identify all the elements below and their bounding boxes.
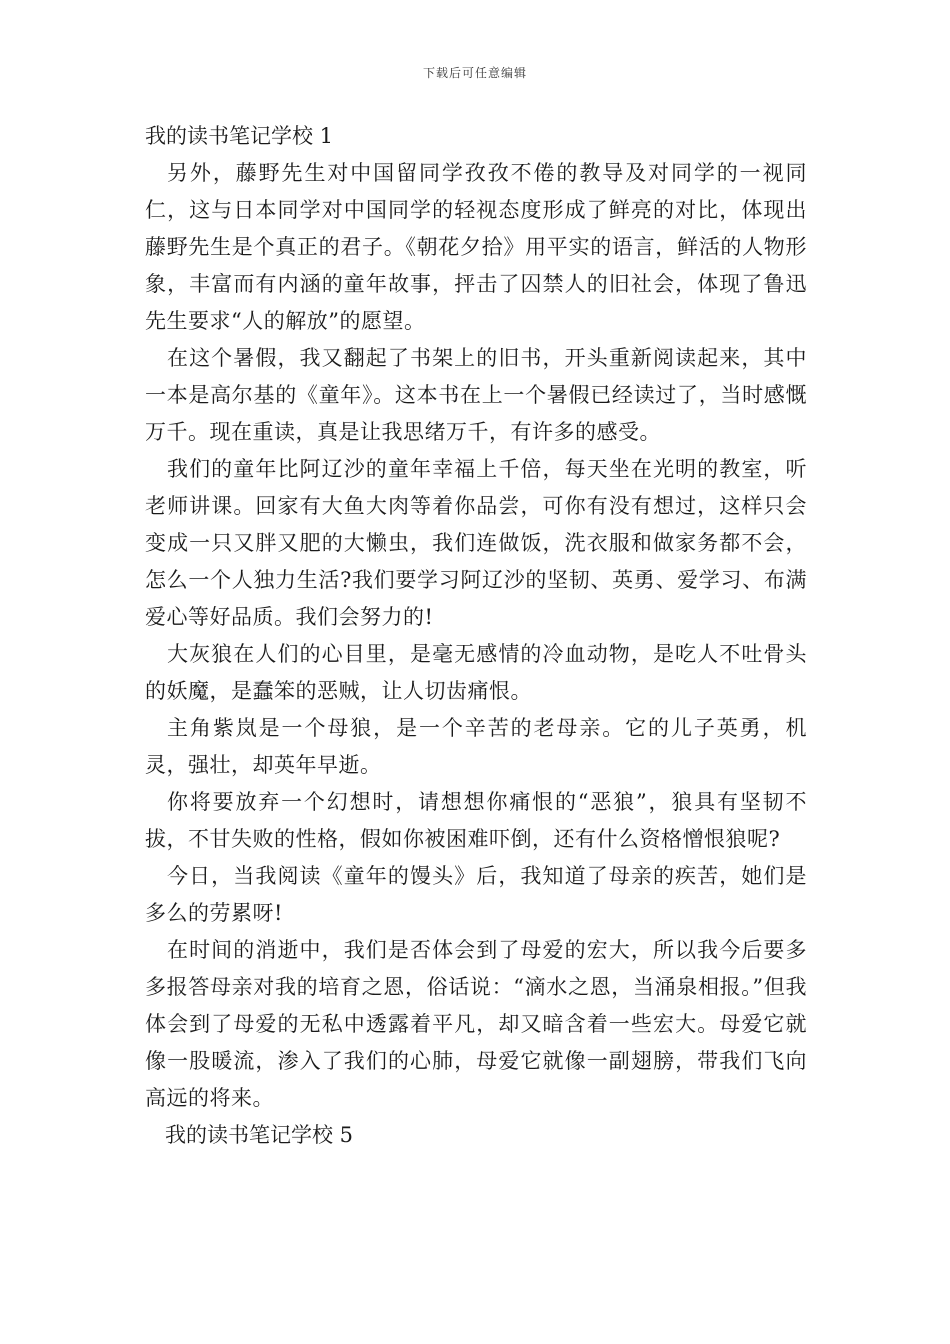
- page-header: 下载后可任意编辑: [422, 66, 527, 80]
- paragraph-4: 大灰狼在人们的心目里，是毫无感情的冷血动物，是吃人不吐骨头的妖魔，是蠢笨的恶贼，让人切齿痛恨。: [145, 642, 807, 703]
- paragraph-8: 在时间的消逝中，我们是否体会到了母爱的宏大，所以我今后要多多报答母亲对我的培育之恩，俗话说：“滴水之恩，当涌泉相报。”但我体会到了母爱的无私中透露着平凡，却又暗含着一些宏大。母爱它就像一股暖流，渗入了我们的心肺，母爱它就像一副翅膀，带我们飞向高远的将来。: [145, 938, 807, 1110]
- paragraph-7: 今日，当我阅读《童年的馒头》后，我知道了母亲的疾苦，她们是多么的劳累呀!: [145, 864, 807, 925]
- paragraph-6: 你将要放弃一个幻想时，请想想你痛恨的“恶狼”，狼具有坚韧不拔，不甘失败的性格，假如你被困难吓倒，还有什么资格憎恨狼呢?: [145, 790, 807, 851]
- paragraph-5: 主角紫岚是一个母狼，是一个辛苦的老母亲。它的儿子英勇，机灵，强壮，却英年早逝。: [145, 716, 807, 777]
- paragraph-2: 在这个暑假，我又翻起了书架上的旧书，开头重新阅读起来，其中一本是高尔基的《童年》。这本书在上一个暑假已经读过了，当时感慨万千。现在重读，真是让我思绪万千，有许多的感受。: [145, 346, 807, 444]
- paragraph-1: 另外，藤野先生对中国留同学孜孜不倦的教导及对同学的一视同仁，这与日本同学对中国同学的轻视态度形成了鲜亮的对比，体现出藤野先生是个真正的君子。《朝花夕拾》用平实的语言，鲜活的人物形象，丰富而有内涵的童年故事，抨击了囚禁人的旧社会，体现了鲁迅先生要求“人的解放”的愿望。: [145, 161, 807, 333]
- paragraph-3: 我们的童年比阿辽沙的童年幸福上千倍，每天坐在光明的教室，听老师讲课。回家有大鱼大肉等着你品尝，可你有没有想过，这样只会变成一只又胖又肥的大懒虫，我们连做饭，洗衣服和做家务都不会，怎么一个人独力生活?我们要学习阿辽沙的坚韧、英勇、爱学习、布满爱心等好品质。我们会努力的!: [145, 457, 807, 629]
- document-title: 我的读书笔记学校 1: [145, 124, 334, 148]
- document-body: [145, 118, 807, 1154]
- next-section-title: 我的读书笔记学校 5: [165, 1123, 354, 1147]
